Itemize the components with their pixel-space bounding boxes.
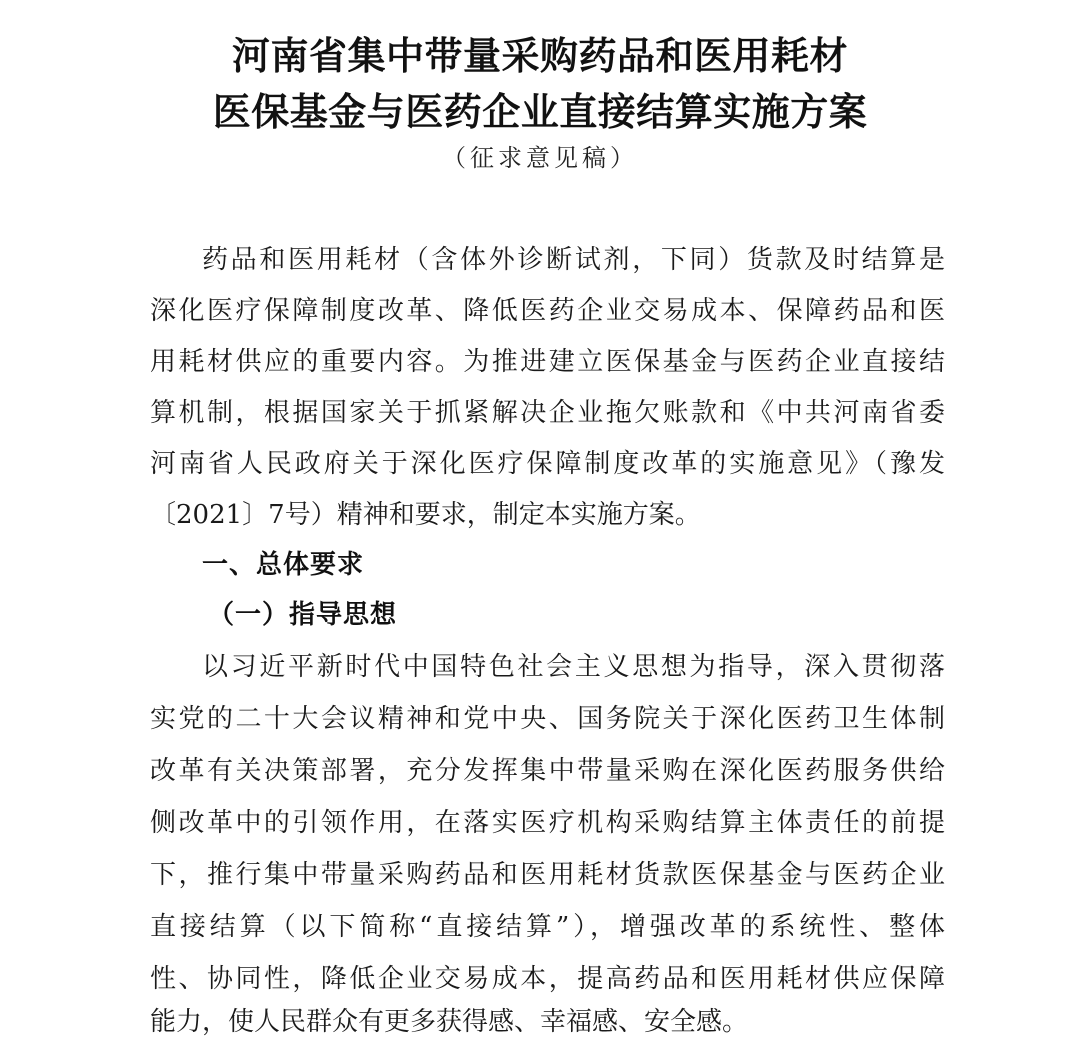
guiding-line: 以习近平新时代中国特色社会主义思想为指导，深入贯彻落 <box>202 652 945 682</box>
guiding-line: 能力，使人民群众有更多获得感、幸福感、安全感。 <box>150 1007 749 1037</box>
guiding-line: 下，推行集中带量采购药品和医用耗材货款医保基金与医药企业 <box>150 860 945 890</box>
guiding-line: 侧改革中的引领作用，在落实医疗机构采购结算主体责任的前提 <box>150 808 945 838</box>
intro-line: 深化医疗保障制度改革、降低医药企业交易成本、保障药品和医 <box>150 296 945 326</box>
title-line-2: 医保基金与医药企业直接结算实施方案 <box>212 90 868 134</box>
intro-line: 〔2021〕7号）精神和要求，制定本实施方案。 <box>150 500 701 530</box>
intro-line: 算机制，根据国家关于抓紧解决企业拖欠账款和《中共河南省委 <box>150 398 945 428</box>
intro-line: 用耗材供应的重要内容。为推进建立医保基金与医药企业直接结 <box>150 347 945 377</box>
title-line-1: 河南省集中带量采购药品和医用耗材 <box>231 34 848 78</box>
guiding-line: 直接结算（以下简称“直接结算”），增强改革的系统性、整体 <box>150 912 945 942</box>
intro-line: 河南省人民政府关于深化医疗保障制度改革的实施意见》（豫发 <box>150 449 945 479</box>
intro-line: 药品和医用耗材（含体外诊断试剂，下同）货款及时结算是 <box>202 245 945 275</box>
draft-subtitle: （征求意见稿） <box>442 144 638 172</box>
guiding-line: 改革有关决策部署，充分发挥集中带量采购在深化医药服务供给 <box>150 756 945 786</box>
subsection-heading: （一）指导思想 <box>208 600 398 630</box>
document-title <box>0 28 1080 140</box>
section-heading: 一、总体要求 <box>202 550 365 580</box>
guiding-line: 实党的二十大会议精神和党中央、国务院关于深化医药卫生体制 <box>150 704 945 734</box>
guiding-line: 性、协同性，降低企业交易成本，提高药品和医用耗材供应保障 <box>150 964 945 994</box>
